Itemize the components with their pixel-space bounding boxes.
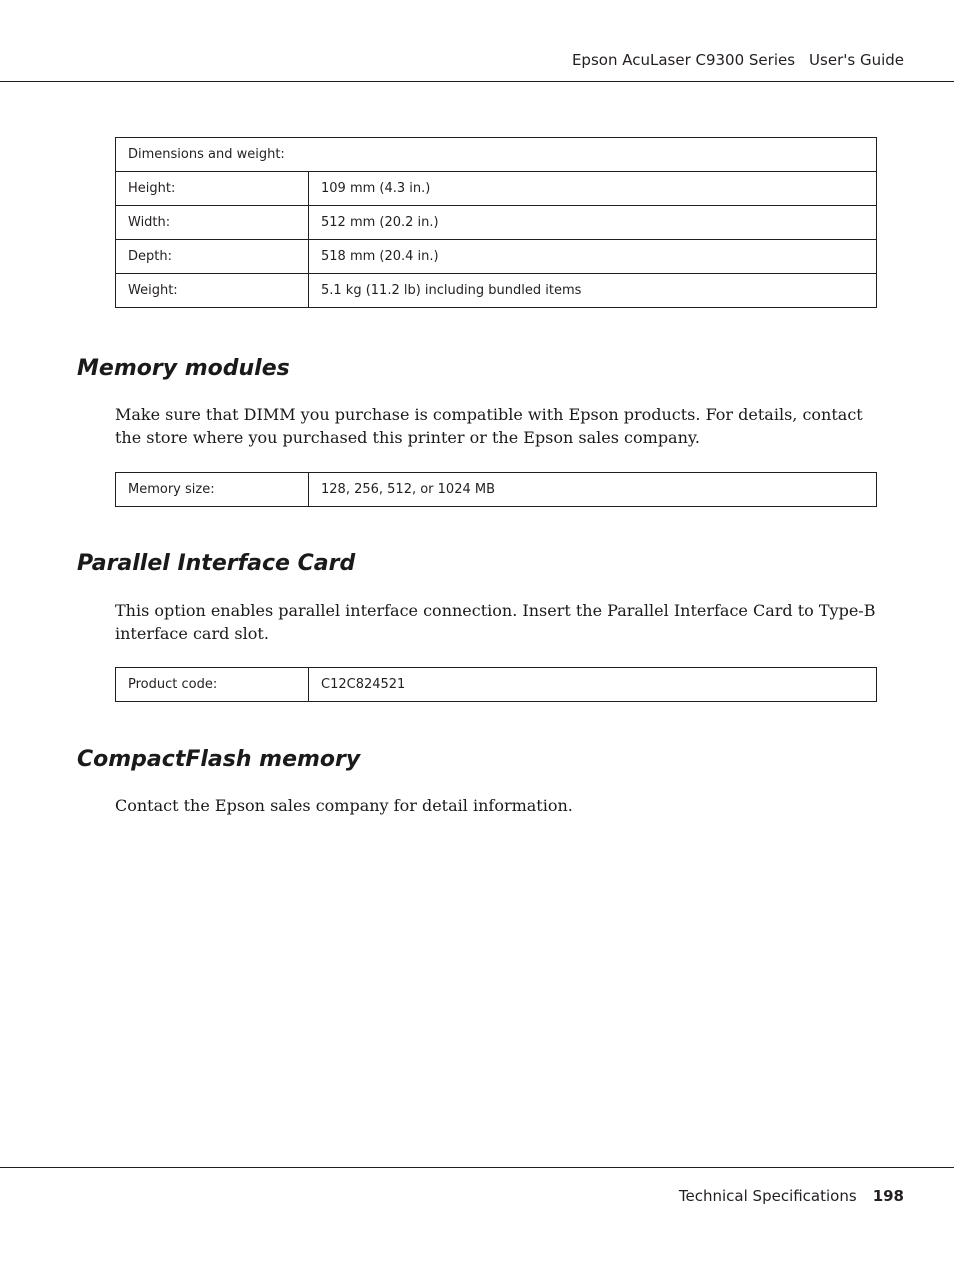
row-label: Weight: — [116, 274, 309, 308]
table-heading: Dimensions and weight: — [116, 138, 877, 172]
table-row — [116, 172, 877, 206]
memory-modules-body: Make sure that DIMM you purchase is compatible with Epson products. For details, contact the store where you purchased this printer or the Epson sales company. — [115, 405, 863, 447]
guide-name: User's Guide — [809, 51, 904, 69]
row-value: 512 mm (20.2 in.) — [309, 206, 877, 240]
row-value: C12C824521 — [309, 668, 877, 702]
row-label: Width: — [116, 206, 309, 240]
section-title-parallel-interface-card: Parallel Interface Card — [77, 551, 356, 576]
table-row — [116, 274, 877, 308]
row-value: 5.1 kg (11.2 lb) including bundled items — [309, 274, 877, 308]
row-label: Depth: — [116, 240, 309, 274]
memory-size-table — [115, 472, 877, 507]
row-value: 128, 256, 512, or 1024 MB — [309, 473, 877, 507]
footer-section: Technical Specifications — [678, 1187, 857, 1205]
page-number: 198 — [872, 1187, 904, 1205]
table-row — [116, 138, 877, 172]
running-header — [572, 51, 904, 69]
table-row — [116, 668, 877, 702]
product-code-table — [115, 667, 877, 702]
page-header — [0, 0, 954, 82]
parallel-card-body: This option enables parallel interface connection. Insert the Parallel Interface Card to Type-B interface card slot. — [115, 601, 876, 643]
row-value: 109 mm (4.3 in.) — [309, 172, 877, 206]
row-label: Height: — [116, 172, 309, 206]
section-title-compactflash-memory: CompactFlash memory — [77, 747, 361, 772]
product-name: Epson AcuLaser C9300 Series — [571, 51, 796, 69]
row-value: 518 mm (20.4 in.) — [309, 240, 877, 274]
table-row — [116, 206, 877, 240]
compactflash-body: Contact the Epson sales company for detail information. — [115, 796, 573, 815]
section-title-memory-modules: Memory modules — [77, 356, 290, 381]
running-footer — [679, 1187, 904, 1205]
table-row — [116, 240, 877, 274]
dimensions-table — [115, 137, 877, 308]
table-row — [116, 473, 877, 507]
page-footer — [0, 1167, 954, 1168]
row-label: Product code: — [116, 668, 309, 702]
row-label: Memory size: — [116, 473, 309, 507]
